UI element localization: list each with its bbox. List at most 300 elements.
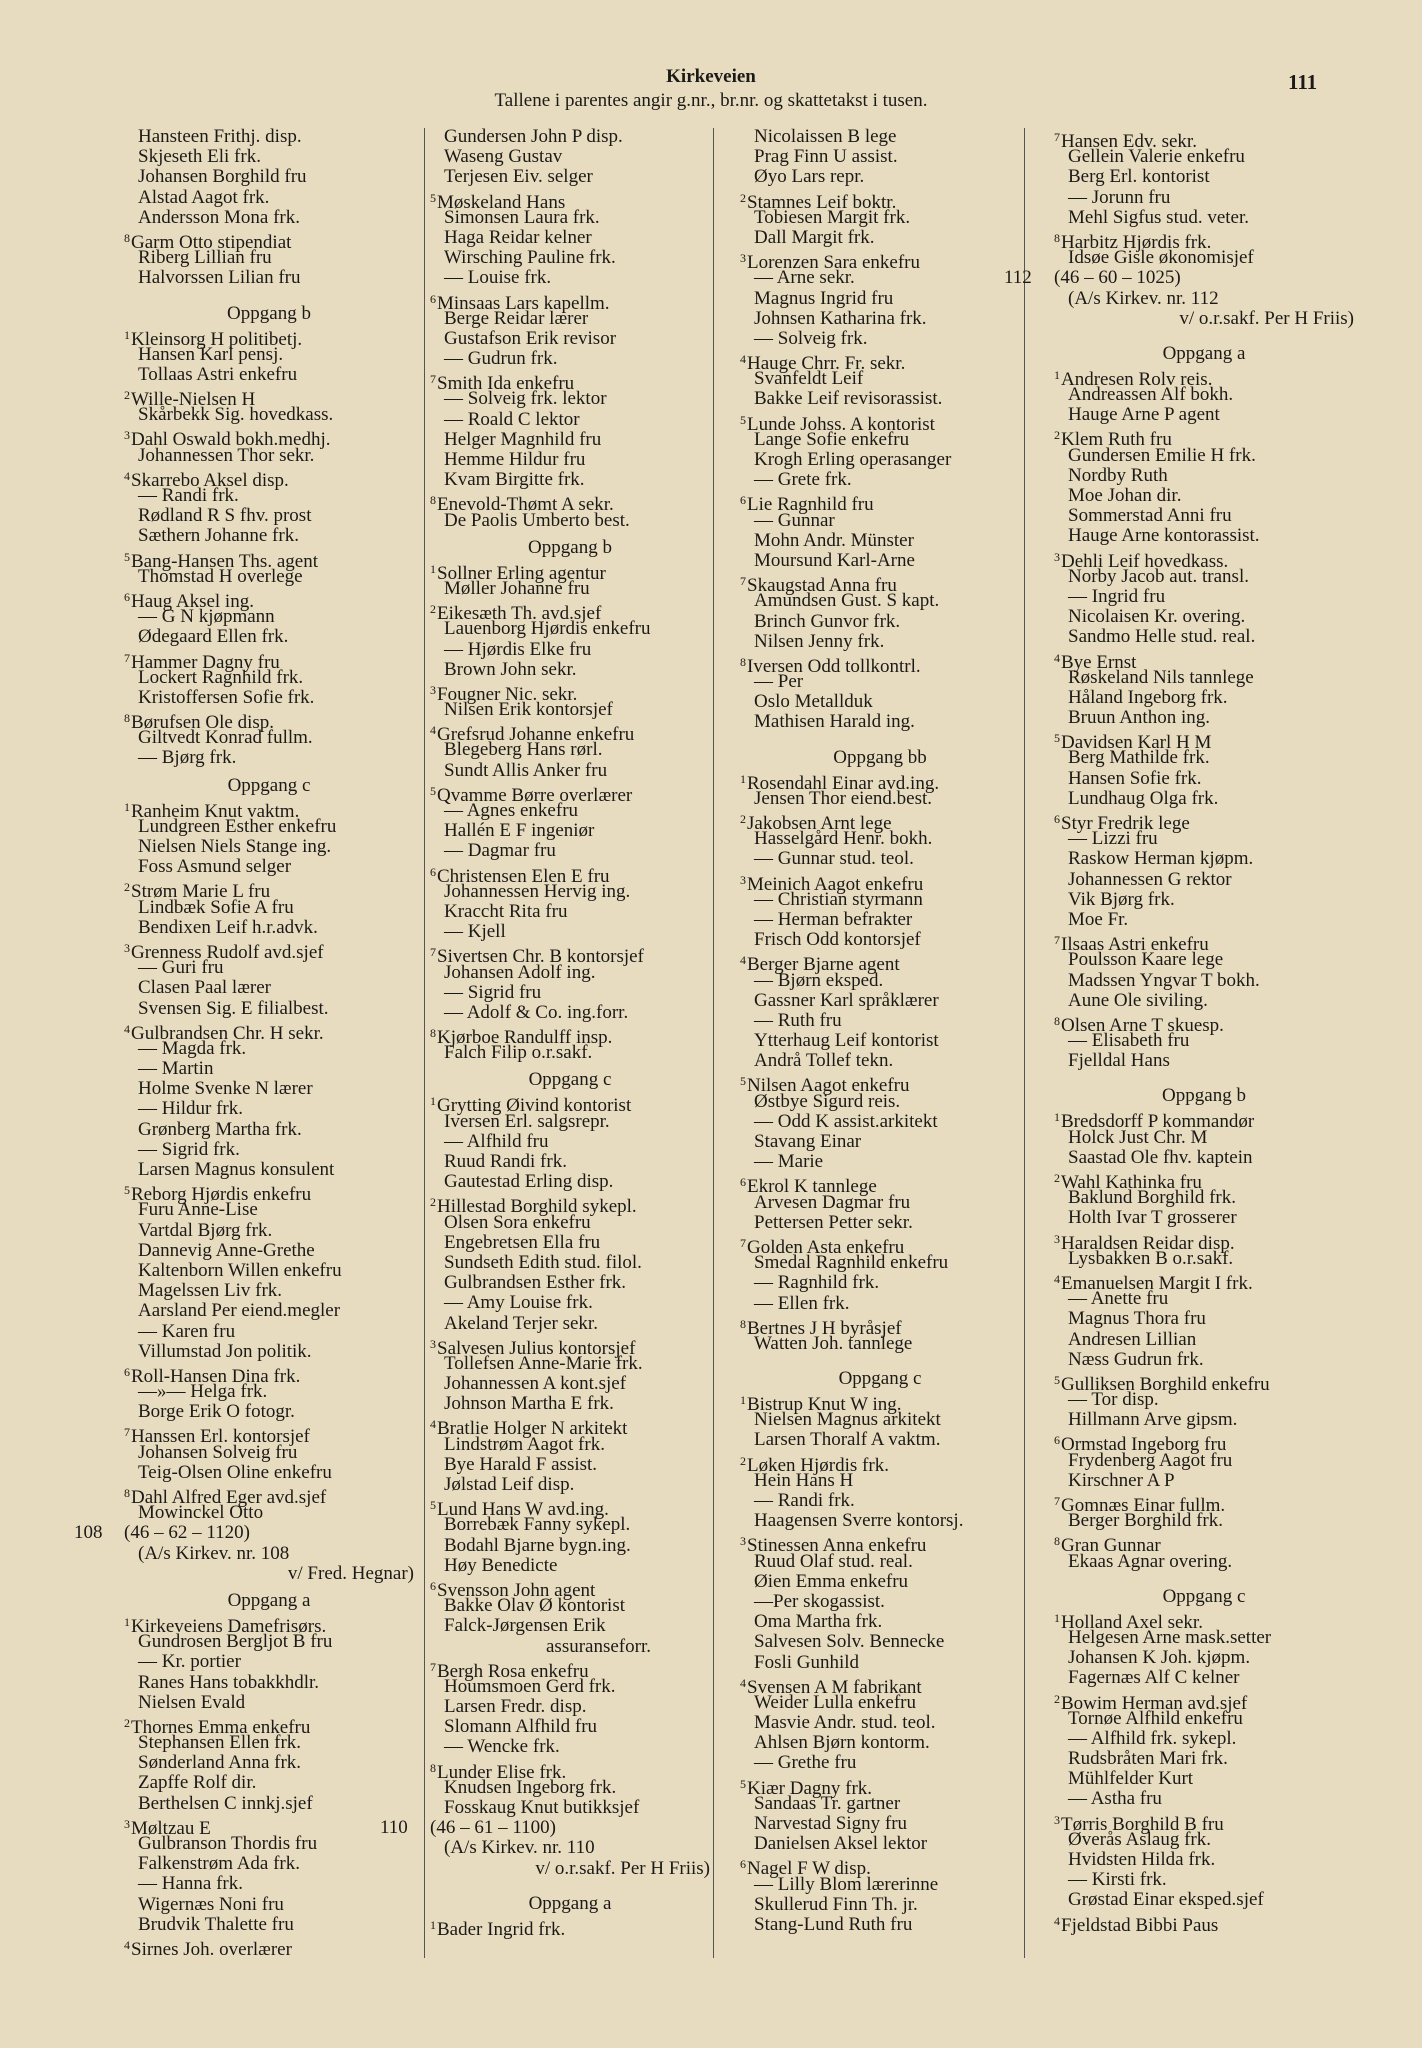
resident-entry: Tollaas Astri enkefru <box>138 363 298 385</box>
floor-number: 6 <box>430 864 436 879</box>
resident-entry: Møller Johanne fru <box>444 577 590 599</box>
resident-entry: Larsen Thoralf A vaktm. <box>754 1429 941 1451</box>
resident-entry: Bodahl Bjarne bygn.ing. <box>444 1534 631 1556</box>
resident-entry: — Randi frk. <box>754 1490 855 1511</box>
resident-entry: Gundrosen Bergljot B fru <box>138 1631 333 1653</box>
resident-entry: Lundhaug Olga frk. <box>1068 787 1219 809</box>
floor-number: 4 <box>124 468 130 483</box>
resident-entry: Johannessen Hervig ing. <box>444 880 631 902</box>
resident-entry: $^1$Bader Ingrid frk. <box>430 1917 566 1940</box>
resident-entry: Pettersen Petter sekr. <box>754 1211 913 1233</box>
floor-number: 2 <box>430 1195 436 1210</box>
floor-number: 5 <box>1054 1372 1060 1387</box>
resident-entry: $^1$Rosendahl Einar avd.ing. <box>740 771 940 794</box>
directory-column-1 <box>74 126 414 1967</box>
resident-entry: Lange Sofie enkefru <box>754 428 910 450</box>
resident-entry: Johansen Borghild fru <box>138 166 307 188</box>
resident-entry: Gundersen John P disp. <box>444 126 623 147</box>
resident-entry: $^6$Roll-Hansen Dina frk. <box>124 1364 301 1387</box>
resident-entry: Østbye Sigurd reis. <box>754 1090 901 1112</box>
floor-number: 3 <box>124 428 130 443</box>
resident-entry: Masvie Andr. stud. teol. <box>754 1712 936 1734</box>
floor-number: 2 <box>740 190 746 205</box>
resident-entry: Skårbekk Sig. hovedkass. <box>138 404 334 426</box>
resident-entry: — Kirsti frk. <box>1068 1869 1167 1891</box>
resident-entry: $^3$Fougner Nic. sekr. <box>430 682 578 705</box>
spacer <box>1054 329 1354 337</box>
owner-line: v/ Fred. Hegnar) <box>287 1562 414 1584</box>
floor-number: 6 <box>124 589 130 604</box>
resident-entry: $^4$Berger Bjarne agent <box>740 953 900 976</box>
resident-entry: Fosli Gunhild <box>754 1651 860 1673</box>
resident-entry: Lundgreen Esther enkefru <box>138 815 337 837</box>
resident-entry: — G N kjøpmann <box>138 606 275 628</box>
floor-number: 2 <box>124 880 130 895</box>
resident-entry: $^8$Enevold-Thømt A sekr. <box>430 493 614 516</box>
resident-entry: — Agnes enkefru <box>444 800 579 821</box>
resident-entry: $^5$Møskeland Hans <box>430 190 566 213</box>
floor-number: 6 <box>740 493 746 508</box>
resident-entry: Nilsen Erik kontorsjef <box>444 699 613 721</box>
resident-entry: — Christian styrmann <box>754 888 923 910</box>
floor-number: 8 <box>1054 230 1060 245</box>
resident-entry: — Hjørdis Elke fru <box>444 638 592 660</box>
floor-number: 4 <box>740 352 746 367</box>
street-title: Kirkeveien <box>666 66 756 87</box>
resident-entry: Falch Filip o.r.sakf. <box>444 1042 593 1064</box>
resident-entry: — Gudrun frk. <box>444 348 558 370</box>
resident-entry: — Roald C lektor <box>444 408 580 430</box>
resident-entry: $^4$Skarrebo Aksel disp. <box>124 468 289 491</box>
resident-entry: $^7$Skaugstad Anna fru <box>740 574 897 597</box>
floor-number: 8 <box>1054 1013 1060 1028</box>
resident-entry: Clasen Paal lærer <box>138 977 271 999</box>
resident-entry: — Ragnhild frk. <box>754 1272 880 1294</box>
resident-entry: Rudsbråten Mari frk. <box>1068 1748 1228 1770</box>
resident-entry: Prag Finn U assist. <box>754 146 898 168</box>
spacer <box>740 1354 1020 1362</box>
resident-entry: Arvesen Dagmar fru <box>754 1191 911 1213</box>
resident-entry: — Herman befrakter <box>754 908 913 930</box>
spacer <box>124 289 414 297</box>
resident-entry: $^1$Kleinsorg H politibetj. <box>124 327 303 350</box>
resident-entry: — Karen fru <box>138 1320 236 1342</box>
floor-number: 7 <box>740 1235 746 1250</box>
resident-entry: Sundseth Edith stud. filol. <box>444 1251 642 1273</box>
resident-entry: Bye Harald F assist. <box>444 1453 598 1475</box>
house-number: 108 <box>74 1522 103 1544</box>
resident-entry: Næss Gudrun frk. <box>1068 1348 1204 1370</box>
resident-entry: Amundsen Gust. S kapt. <box>754 590 940 612</box>
floor-number: 4 <box>740 953 746 968</box>
resident-entry: Falkenstrøm Ada frk. <box>138 1853 301 1875</box>
resident-entry: Wirsching Pauline frk. <box>444 247 616 269</box>
resident-entry: $^7$Bergh Rosa enkefru <box>430 1659 589 1682</box>
resident-entry: Mühlfelder Kurt <box>1068 1768 1194 1790</box>
resident-entry: $^4$Fjeldstad Bibbi Paus <box>1054 1913 1219 1936</box>
resident-entry: $^3$Meinich Aagot enkefru <box>740 872 924 895</box>
resident-entry: $^2$Hillestad Borghild sykepl. <box>430 1195 637 1218</box>
floor-number: 8 <box>430 1026 436 1041</box>
resident-entry: $^3$Salvesen Julius kontorsjef <box>430 1336 636 1359</box>
resident-entry: — Alfhild frk. sykepl. <box>1068 1727 1237 1749</box>
resident-entry: Borge Erik O fotogr. <box>138 1401 295 1423</box>
resident-entry: $^1$Ranheim Knut vaktm. <box>124 799 300 822</box>
floor-number: 7 <box>1054 933 1060 948</box>
resident-entry: $^8$Kjørboe Randulff insp. <box>430 1026 613 1049</box>
resident-entry: $^4$Bye Ernst <box>1054 650 1137 673</box>
floor-number: 8 <box>740 654 746 669</box>
floor-number: 2 <box>124 1715 130 1730</box>
resident-entry: $^5$Qvamme Børre overlærer <box>430 783 633 806</box>
building-number <box>1004 267 1354 289</box>
resident-entry: Johansen Adolf ing. <box>444 961 596 983</box>
house-number: 110 <box>380 1817 408 1839</box>
resident-entry: — Anette fru <box>1068 1288 1169 1310</box>
resident-entry: Frydenberg Aagot fru <box>1068 1449 1233 1471</box>
entrance-heading: Oppgang c <box>528 1069 612 1091</box>
floor-number: 8 <box>124 230 130 245</box>
floor-number: 3 <box>430 1336 436 1351</box>
resident-entry: Kaltenborn Willen enkefru <box>138 1259 342 1281</box>
floor-number: 4 <box>430 1417 436 1432</box>
resident-entry: Gulbranson Thordis fru <box>138 1833 318 1854</box>
resident-entry: — Sigrid frk. <box>138 1138 240 1160</box>
floor-number: 8 <box>124 1486 130 1500</box>
resident-entry: Berthelsen C innkj.sjef <box>138 1792 313 1814</box>
floor-number: 6 <box>430 1578 436 1593</box>
resident-entry: Saastad Ole fhv. kaptein <box>1068 1146 1253 1168</box>
resident-entry: Iversen Erl. salgsrepr. <box>444 1110 610 1132</box>
resident-entry: Magnus Thora fru <box>1068 1308 1206 1330</box>
resident-entry: — Adolf & Co. ing.forr. <box>444 1001 629 1023</box>
resident-entry: Svanfeldt Leif <box>754 368 864 390</box>
resident-entry: Danielsen Aksel lektor <box>754 1833 928 1855</box>
resident-entry: $^2$Wille-Nielsen H <box>124 388 256 411</box>
resident-entry: Poulsson Kaare lege <box>1068 949 1224 971</box>
resident-entry: Blegeberg Hans rørl. <box>444 739 603 761</box>
resident-entry: Hein Hans H <box>754 1469 854 1491</box>
floor-number: 4 <box>124 1021 130 1036</box>
resident-entry: Mowinckel Otto <box>138 1502 264 1524</box>
resident-entry: — Gunnar stud. teol. <box>754 848 914 870</box>
resident-entry: Holth Ivar T grosserer <box>1068 1207 1237 1229</box>
resident-entry: Larsen Magnus konsulent <box>138 1159 335 1180</box>
floor-number: 3 <box>1054 1231 1060 1246</box>
resident-entry: $^4$Sirnes Joh. overlærer <box>124 1937 292 1960</box>
floor-number: 7 <box>430 1659 436 1674</box>
resident-entry: Høy Benedicte <box>444 1554 558 1576</box>
floor-number: 4 <box>1054 1271 1060 1286</box>
floor-number: 8 <box>1054 1534 1060 1549</box>
resident-entry: Zapffe Rolf dir. <box>138 1772 257 1794</box>
resident-entry: Fosskaug Knut butikksjef <box>444 1797 640 1818</box>
property-info: (46 – 61 – 1100) <box>430 1817 556 1839</box>
resident-entry: Lockert Ragnhild frk. <box>138 666 304 688</box>
resident-entry: Berg Mathilde frk. <box>1068 747 1210 769</box>
floor-number: 5 <box>430 1498 436 1513</box>
resident-entry: $^7$Hammer Dagny fru <box>124 650 280 673</box>
resident-entry: $^2$Wahl Kathinka fru <box>1054 1171 1202 1193</box>
resident-entry: $^3$Møltzau E <box>124 1816 211 1839</box>
resident-entry: Fagernæs Alf C kelner <box>1068 1667 1240 1689</box>
resident-entry: $^1$Sollner Erling agentur <box>430 561 606 584</box>
resident-entry: — Tor disp. <box>1068 1389 1159 1411</box>
resident-entry: $^4$Svensen A M fabrikant <box>740 1675 922 1698</box>
directory-column-3 <box>740 127 1020 1967</box>
resident-entry: $^6$Styr Fredrik lege <box>1054 812 1190 834</box>
resident-entry: Stephansen Ellen frk. <box>138 1732 302 1754</box>
resident-entry: Villumstad Jon politik. <box>138 1340 312 1362</box>
resident-entry: Ranes Hans tobakkhdlr. <box>138 1671 320 1693</box>
resident-entry: Haagensen Sverre kontorsj. <box>754 1510 964 1532</box>
resident-entry: Mathisen Harald ing. <box>754 711 915 733</box>
resident-entry: $^5$Bang-Hansen Ths. agent <box>124 549 318 572</box>
resident-entry: Stang-Lund Ruth fru <box>754 1913 913 1935</box>
resident-entry: Andersson Mona frk. <box>138 206 301 228</box>
page-number: 111 <box>1288 70 1318 94</box>
floor-number: 2 <box>1054 428 1060 443</box>
resident-entry: $^5$Nilsen Aagot enkefru <box>740 1074 910 1097</box>
resident-entry: $^6$Nagel F W disp. <box>740 1857 871 1880</box>
resident-entry: $^8$Bertnes J H byråsjef <box>740 1316 902 1339</box>
resident-entry: Falck-Jørgensen Erik <box>444 1615 606 1637</box>
resident-entry: — Lilly Blom lærerinne <box>754 1873 939 1895</box>
resident-entry: — Kjell <box>444 921 506 943</box>
resident-entry: Hansen Sofie frk. <box>1068 767 1202 789</box>
resident-entry: Lindbæk Sofie A fru <box>138 896 294 918</box>
resident-entry: Knudsen Ingeborg frk. <box>444 1776 617 1798</box>
resident-entry: — Astha fru <box>1068 1788 1162 1810</box>
header-subtitle: Tallene i parentes angir g.nr., br.nr. og skattetakst i tusen. <box>494 90 928 111</box>
resident-entry: $^1$Holland Axel sekr. <box>1054 1610 1203 1633</box>
resident-entry: $^3$Tørris Borghild B fru <box>1054 1812 1224 1835</box>
floor-number: 6 <box>124 1364 130 1379</box>
resident-entry: — Bjørg frk. <box>138 747 237 769</box>
resident-entry: Ytterhaug Leif kontorist <box>754 1030 939 1052</box>
resident-entry: Hasselgård Henr. bokh. <box>754 828 933 850</box>
floor-number: 2 <box>740 1453 746 1468</box>
resident-entry: — Solveig frk. <box>754 327 868 349</box>
resident-entry: Smedal Ragnhild enkefru <box>754 1252 949 1274</box>
resident-entry: Sandmo Helle stud. real. <box>1068 626 1256 648</box>
resident-entry: — Amy Louise frk. <box>444 1292 593 1314</box>
resident-entry: $^4$Hauge Chrr. Fr. sekr. <box>740 352 906 375</box>
floor-number: 8 <box>430 493 436 508</box>
property-info: (46 – 60 – 1025) <box>1054 267 1181 289</box>
resident-entry: Øyo Lars repr. <box>754 166 865 188</box>
resident-entry: — Dagmar fru <box>444 840 556 862</box>
resident-entry: Nielsen Evald <box>138 1691 246 1713</box>
resident-entry: Dall Margit frk. <box>754 226 875 248</box>
resident-entry: Moursund Karl-Arne <box>754 549 915 571</box>
resident-entry: Tollefsen Anne-Marie frk. <box>444 1352 643 1374</box>
floor-number: 7 <box>740 574 746 589</box>
resident-entry: Krogh Erling operasanger <box>754 449 952 470</box>
resident-entry: — Solveig frk. lektor <box>444 388 607 410</box>
resident-entry: $^8$Gran Gunnar <box>1054 1534 1161 1557</box>
floor-number: 1 <box>1054 1110 1060 1125</box>
resident-entry: Haga Reidar kelner <box>444 226 592 248</box>
resident-entry: $^1$Kirkeveiens Damefrisørs. <box>124 1614 327 1637</box>
resident-entry: Nicolaisen Kr. overing. <box>1068 606 1246 628</box>
resident-entry: Skjeseth Eli frk. <box>138 146 261 168</box>
resident-entry: Sønderland Anna frk. <box>138 1752 302 1774</box>
resident-entry: (A/s Kirkev. nr. 110 <box>444 1837 595 1859</box>
resident-entry: Grønberg Martha frk. <box>138 1118 302 1140</box>
directory-column-2 <box>380 126 710 1967</box>
resident-entry: Gustafson Erik revisor <box>444 327 617 349</box>
resident-entry: — Grethe fru <box>754 1752 857 1774</box>
resident-entry: $^3$Haraldsen Reidar disp. <box>1054 1231 1235 1254</box>
resident-entry: — Ruth fru <box>754 1009 842 1031</box>
resident-entry: $^1$Bistrup Knut W ing. <box>740 1393 902 1416</box>
resident-entry: Berger Borghild frk. <box>1068 1510 1223 1532</box>
resident-entry: Bakke Olav Ø kontorist <box>444 1595 626 1617</box>
resident-entry: Gassner Karl språklærer <box>754 989 939 1011</box>
resident-entry: Kirschner A P <box>1068 1469 1175 1491</box>
floor-number: 7 <box>124 1425 130 1440</box>
resident-entry: Øverås Aslaug frk. <box>1068 1828 1211 1850</box>
floor-number: 1 <box>740 771 746 786</box>
floor-number: 3 <box>740 1534 746 1549</box>
resident-entry: — Elisabeth fru <box>1068 1030 1190 1052</box>
entrance-heading: Oppgang b <box>528 536 612 558</box>
floor-number: 6 <box>430 291 436 306</box>
resident-entry: Oslo Metallduk <box>754 691 873 713</box>
resident-entry: Brudvik Thalette fru <box>138 1913 294 1935</box>
resident-entry: — Bjørn eksped. <box>754 969 884 991</box>
entrance-heading: Oppgang bb <box>833 746 927 768</box>
resident-entry: — Hanna frk. <box>138 1873 243 1895</box>
resident-entry: — Guri fru <box>138 957 224 979</box>
resident-entry: Sandaas Tr. gartner <box>754 1792 901 1814</box>
floor-number: 3 <box>740 872 746 887</box>
resident-entry: $^3$Dehli Leif hovedkass. <box>1054 549 1229 572</box>
resident-entry: $^6$Ekrol K tannlege <box>740 1175 877 1198</box>
resident-entry: Brown John sekr. <box>444 658 577 680</box>
resident-entry: $^7$Hansen Edv. sekr. <box>1054 130 1197 152</box>
resident-entry: Engebretsen Ella fru <box>444 1231 601 1253</box>
resident-entry: $^6$Minsaas Lars kapellm. <box>430 291 610 314</box>
house-number: 112 <box>1004 267 1032 289</box>
floor-number: 5 <box>740 1776 746 1791</box>
resident-entry: $^4$Bratlie Holger N arkitekt <box>430 1417 628 1440</box>
floor-number: 7 <box>1054 130 1060 144</box>
resident-entry: Gundersen Emilie H frk. <box>1068 444 1256 466</box>
floor-number: 6 <box>1054 812 1060 826</box>
resident-entry: Olsen Sora enkefru <box>444 1211 591 1233</box>
resident-entry: Furu Anne-Lise <box>138 1199 258 1221</box>
resident-entry: Teig-Olsen Oline enkefru <box>138 1461 332 1483</box>
spacer <box>430 1879 710 1887</box>
resident-entry: Johannessen Thor sekr. <box>138 444 315 466</box>
floor-number: 1 <box>430 561 436 576</box>
resident-entry: $^2$Løken Hjørdis frk. <box>740 1453 889 1476</box>
resident-entry: — Marie <box>754 1151 824 1173</box>
resident-entry: $^8$Børufsen Ole disp. <box>124 711 275 734</box>
floor-number: 2 <box>1054 1171 1060 1185</box>
floor-number: 3 <box>740 251 746 266</box>
resident-entry: $^5$Kiær Dagny frk. <box>740 1776 873 1799</box>
resident-entry: — Jorunn fru <box>1068 186 1171 208</box>
entry-continuation: assuranseforr. <box>546 1635 651 1657</box>
resident-entry: Gulbrandsen Esther frk. <box>444 1272 627 1294</box>
floor-number: 2 <box>1054 1691 1060 1706</box>
spacer <box>1054 1572 1354 1580</box>
resident-entry: Hemme Hildur fru <box>444 449 586 470</box>
building-number <box>380 1817 710 1839</box>
floor-number: 1 <box>1054 367 1060 382</box>
resident-entry: Bakke Leif revisorassist. <box>754 388 943 410</box>
resident-entry: $^8$Garm Otto stipendiat <box>124 230 292 253</box>
floor-number: 7 <box>124 650 130 665</box>
floor-number: 1 <box>124 1614 130 1629</box>
resident-entry: Sæthern Johanne frk. <box>138 525 299 547</box>
resident-entry: Kristoffersen Sofie frk. <box>138 686 315 708</box>
resident-entry: $^7$Smith Ida enkefru <box>430 372 575 395</box>
resident-entry: — Grete frk. <box>754 469 852 491</box>
resident-entry: Sundt Allis Anker fru <box>444 759 608 781</box>
entrance-heading: Oppgang a <box>227 1589 311 1611</box>
entrance-heading: Oppgang a <box>528 1892 612 1914</box>
resident-entry: — Magda frk. <box>138 1037 247 1059</box>
floor-number: 4 <box>124 1937 130 1952</box>
entrance-heading: Oppgang c <box>227 774 311 796</box>
resident-entry: $^7$Ilsaas Astri enkefru <box>1054 933 1209 956</box>
resident-entry: Ruud Olaf stud. real. <box>754 1550 913 1572</box>
floor-number: 6 <box>1054 1433 1060 1448</box>
resident-entry: Hansteen Frithj. disp. <box>138 126 302 147</box>
floor-number: 7 <box>430 372 436 387</box>
resident-entry: Vartdal Bjørg frk. <box>138 1219 273 1241</box>
resident-entry: $^4$Grefsrud Johanne enkefru <box>430 723 635 746</box>
resident-entry: — Randi frk. <box>138 485 239 506</box>
resident-entry: Akeland Terjer sekr. <box>444 1312 598 1334</box>
resident-entry: Riberg Lillian fru <box>138 247 272 269</box>
owner-line: v/ o.r.sakf. Per H Friis) <box>535 1857 710 1879</box>
floor-number: 6 <box>740 1857 746 1872</box>
resident-entry: $^8$Dahl Alfred Eger avd.sjef <box>124 1486 327 1508</box>
floor-number: 2 <box>740 812 746 826</box>
floor-number: 5 <box>740 1074 746 1089</box>
column-divider <box>424 128 425 1958</box>
resident-entry: $^7$Hanssen Erl. kontorsjef <box>124 1425 310 1448</box>
resident-entry: Foss Asmund selger <box>138 856 292 878</box>
floor-number: 6 <box>740 1175 746 1190</box>
resident-entry: Nielsen Niels Stange ing. <box>138 836 332 857</box>
floor-number: 3 <box>1054 1812 1060 1827</box>
resident-entry: Ødegaard Ellen frk. <box>138 626 289 648</box>
floor-number: 1 <box>124 327 130 342</box>
resident-entry: $^6$Christensen Elen E fru <box>430 864 610 887</box>
floor-number: 2 <box>430 602 436 617</box>
resident-entry: $^5$Gulliksen Borghild enkefru <box>1054 1372 1270 1395</box>
floor-number: 4 <box>430 723 436 738</box>
resident-entry: $^2$Strøm Marie L fru <box>124 880 271 903</box>
resident-entry: Nicolaissen B lege <box>754 126 897 147</box>
resident-entry: Jølstad Leif disp. <box>444 1474 575 1495</box>
resident-entry: $^1$Bredsdorff P kommandør <box>1054 1110 1255 1133</box>
resident-entry: Rødland R S fhv. prost <box>138 505 312 527</box>
resident-entry: Ahlsen Bjørn kontorm. <box>754 1732 930 1754</box>
resident-entry: (A/s Kirkev. nr. 112 <box>1068 287 1219 309</box>
resident-entry: Andrå Tollef tekn. <box>754 1050 894 1072</box>
resident-entry: Magnus Ingrid fru <box>754 287 894 309</box>
resident-entry: — Hildur frk. <box>138 1098 244 1120</box>
resident-entry: Ekaas Agnar overing. <box>1068 1550 1233 1572</box>
resident-entry: Nordby Ruth <box>1068 464 1168 486</box>
